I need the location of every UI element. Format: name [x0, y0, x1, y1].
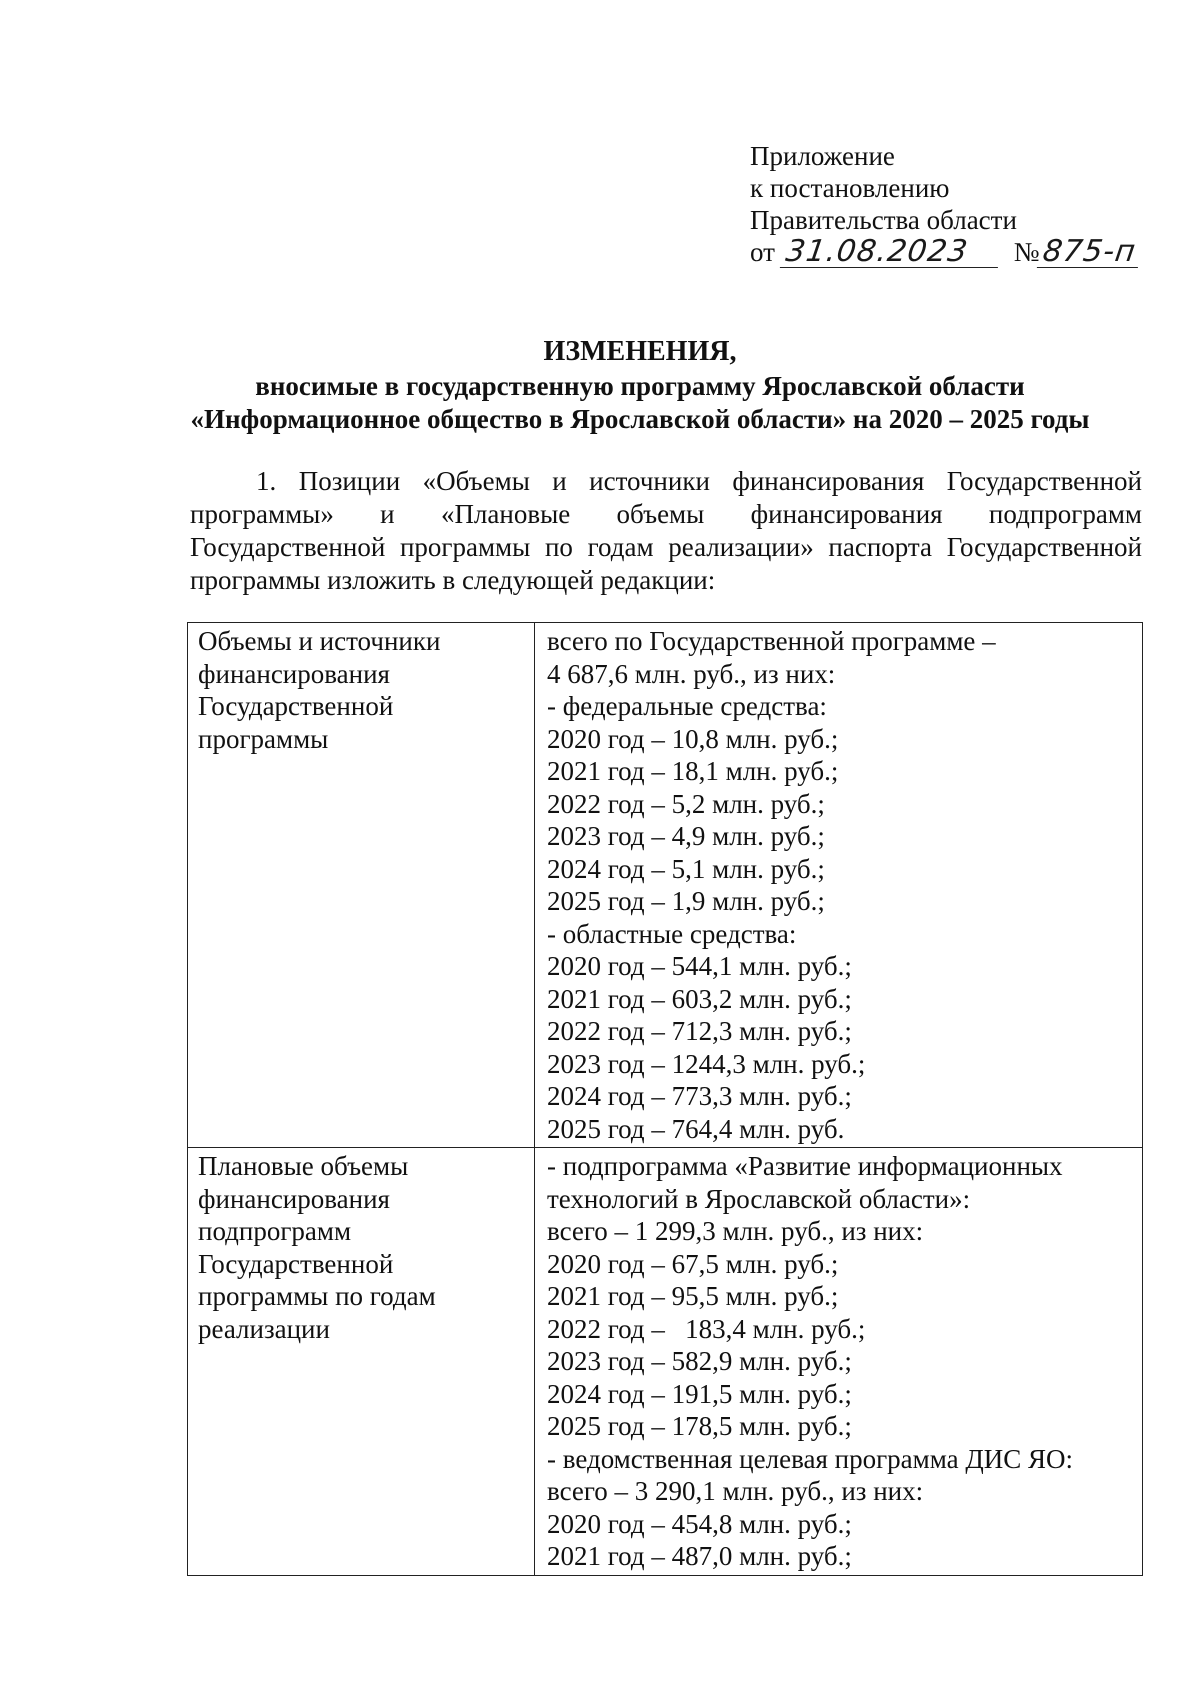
label-line: финансирования — [198, 658, 390, 689]
label-line: Государственной — [198, 691, 394, 721]
value-line: 2024 год – 5,1 млн. руб.; — [547, 853, 825, 884]
body-paragraph: 1. Позиции «Объемы и источники финансирования Государственной программы» и «Плановые объемы финансирования подпрограмм Государственной программы по годам реализации» паспорта Государственной программы изложить в следующей редакции: — [190, 466, 1142, 595]
handwritten-number: 875-п — [1037, 237, 1142, 268]
row-value-cell — [535, 623, 1143, 1148]
label-line: финансирования — [198, 1183, 390, 1214]
appendix-line-2: к постановлению — [750, 173, 950, 203]
label-line: Плановые объемы — [198, 1151, 409, 1181]
title-line-2: вносимые в государственную программу Ярославской области — [255, 371, 1025, 401]
value-line: 2021 год – 603,2 млн. руб.; — [547, 983, 852, 1014]
value-line: 2023 год – 582,9 млн. руб.; — [547, 1346, 852, 1376]
label-line: Государственной — [198, 1248, 394, 1279]
value-line: 2020 год – 67,5 млн. руб.; — [547, 1248, 839, 1279]
table-row — [188, 623, 1143, 1148]
value-line: технологий в Ярославской области»: — [547, 1183, 971, 1214]
value-line: 2022 год – 712,3 млн. руб.; — [547, 1016, 852, 1046]
value-line: 2022 год – 183,4 млн. руб.; — [547, 1313, 866, 1344]
value-line: 2021 год – 95,5 млн. руб.; — [547, 1281, 839, 1311]
title-main: ИЗМЕНЕНИЯ, — [543, 336, 737, 367]
value-line: 2022 год – 5,2 млн. руб.; — [547, 788, 825, 819]
table-row — [188, 1148, 1143, 1576]
value-line: - областные средства: — [547, 918, 797, 949]
label-line: Объемы и источники — [198, 626, 441, 656]
title-line-3: «Информационное общество в Ярославской области» на 2020 – 2025 годы — [190, 404, 1090, 434]
financing-table — [187, 622, 1143, 1576]
value-line: 2025 год – 178,5 млн. руб.; — [547, 1411, 852, 1441]
value-line: 2021 год – 487,0 млн. руб.; — [547, 1541, 852, 1571]
label-line: программы — [198, 723, 329, 754]
value-line: всего по Государственной программе – — [547, 626, 996, 656]
value-line: - федеральные средства: — [547, 691, 827, 721]
handwritten-date: 31.08.2023 — [780, 237, 1002, 268]
value-line: 4 687,6 млн. руб., из них: — [547, 658, 836, 689]
date-prefix: от — [750, 237, 775, 267]
value-line: 2020 год – 544,1 млн. руб.; — [547, 951, 852, 981]
value-line: 2025 год – 764,4 млн. руб. — [547, 1113, 845, 1144]
value-line: 2024 год – 191,5 млн. руб.; — [547, 1378, 852, 1409]
value-line: 2024 год – 773,3 млн. руб.; — [547, 1081, 852, 1111]
value-line: - подпрограмма «Развитие информационных — [547, 1151, 1063, 1181]
value-line: 2020 год – 454,8 млн. руб.; — [547, 1508, 852, 1539]
label-line: реализации — [198, 1313, 330, 1344]
appendix-block — [750, 140, 1140, 268]
value-line: 2020 год – 10,8 млн. руб.; — [547, 723, 839, 754]
value-line: 2023 год – 1244,3 млн. руб.; — [547, 1048, 866, 1079]
value-line: всего – 3 290,1 млн. руб., из них: — [547, 1476, 924, 1506]
number-prefix: № — [1013, 237, 1040, 267]
value-line: 2021 год – 18,1 млн. руб.; — [547, 756, 839, 786]
appendix-line-1: Приложение — [750, 141, 895, 171]
value-line: всего – 1 299,3 млн. руб., из них: — [547, 1216, 924, 1246]
appendix-line-3: Правительства области — [750, 205, 1017, 235]
value-line: 2023 год – 4,9 млн. руб.; — [547, 821, 825, 851]
value-line: - ведомственная целевая программа ДИС ЯО: — [547, 1443, 1074, 1474]
value-line: 2025 год – 1,9 млн. руб.; — [547, 886, 825, 916]
label-line: программы по годам — [198, 1281, 436, 1311]
row-label-cell — [188, 623, 535, 1148]
label-line: подпрограмм — [198, 1216, 352, 1246]
row-label-cell — [188, 1148, 535, 1576]
document-title — [140, 335, 1140, 436]
appendix-date-number-line — [750, 236, 1140, 268]
row-value-cell — [535, 1148, 1143, 1576]
